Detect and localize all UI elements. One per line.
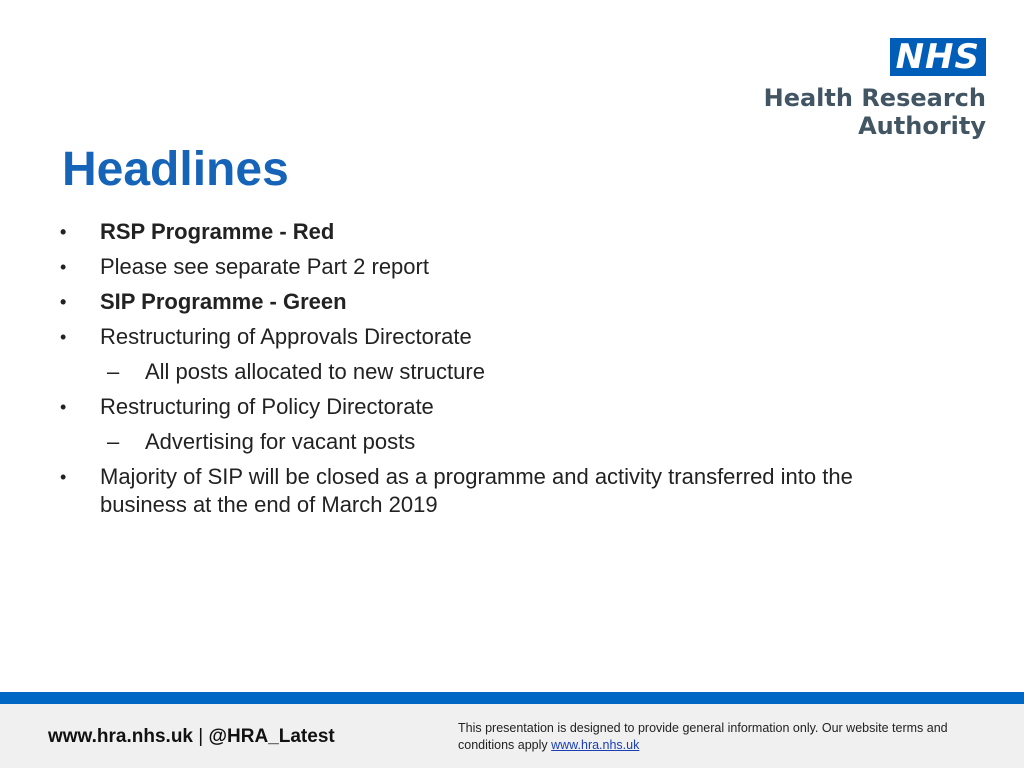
footer-twitter-handle: @HRA_Latest <box>208 726 335 747</box>
sub-bullet-item <box>60 358 940 386</box>
bullet-text: Restructuring of Policy Directorate <box>100 394 434 419</box>
logo-line-authority: Authority <box>858 112 986 140</box>
bullet-marker: • <box>60 327 67 347</box>
hra-logo <box>764 38 986 140</box>
bullet-item <box>60 393 940 421</box>
bullet-marker: • <box>60 397 67 417</box>
footer-contact <box>48 726 335 748</box>
slide-title: Headlines <box>62 143 289 196</box>
sub-bullet-marker: – <box>107 429 120 454</box>
footer-website-link[interactable]: www.hra.nhs.uk <box>551 738 640 752</box>
logo-line-health-research: Health Research <box>763 84 986 112</box>
bullet-item <box>60 463 940 519</box>
sub-bullet-item <box>60 428 940 456</box>
footer-bar <box>0 704 1024 768</box>
sub-bullet-marker: – <box>107 359 120 384</box>
nhs-logo-mark: NHS <box>890 38 986 76</box>
footer-disclaimer <box>458 720 998 754</box>
sub-bullet-text: All posts allocated to new structure <box>145 359 485 384</box>
bullet-item <box>60 288 940 316</box>
bullet-text: Restructuring of Approvals Directorate <box>100 324 472 349</box>
bullet-item <box>60 323 940 351</box>
sub-bullet-text: Advertising for vacant posts <box>145 429 416 454</box>
bullet-item <box>60 218 940 246</box>
footer-disclaimer-text: This presentation is designed to provide general information only. Our website terms and conditions apply <box>458 721 948 752</box>
footer-accent-strip <box>0 692 1024 704</box>
bullet-marker: • <box>60 257 67 277</box>
bullet-marker: • <box>60 292 67 312</box>
bullet-item <box>60 253 940 281</box>
footer-separator: | <box>193 726 209 747</box>
bullet-text: Please see separate Part 2 report <box>100 254 429 279</box>
bullet-marker: • <box>60 222 67 242</box>
footer-website: www.hra.nhs.uk <box>48 726 193 747</box>
bullet-text: SIP Programme - Green <box>100 289 347 314</box>
bullet-text: Majority of SIP will be closed as a programme and activity transferred into the business at the end of March 2019 <box>100 464 853 517</box>
bullet-text: RSP Programme - Red <box>100 219 335 244</box>
bullet-marker: • <box>60 467 67 487</box>
bullet-list <box>60 218 940 526</box>
